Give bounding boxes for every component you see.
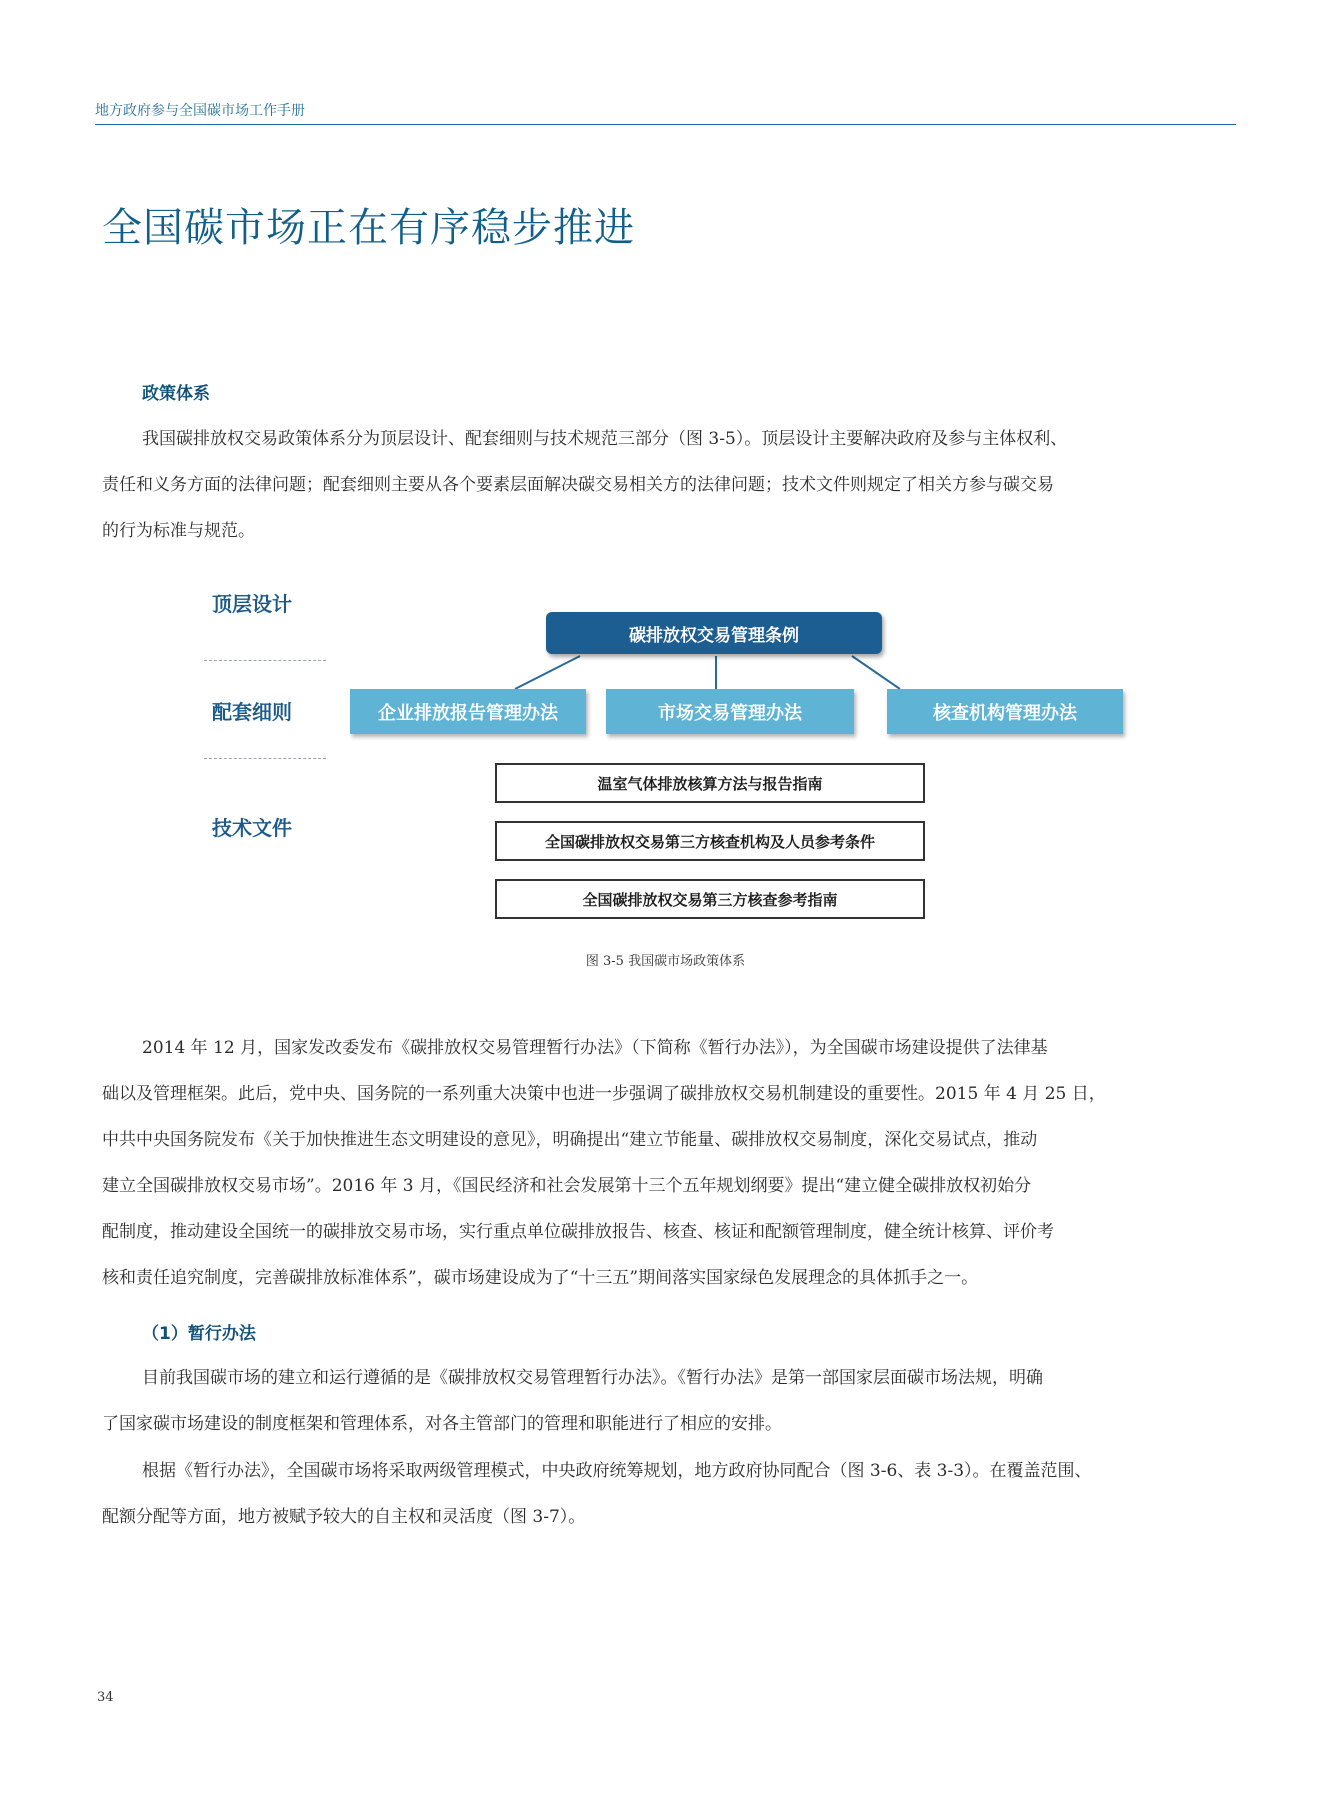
- level-label-top: 顶层设计: [212, 592, 292, 616]
- paragraph-line: 根据《暂行办法》，全国碳市场将采取两级管理模式，中央政府统筹规划，地方政府协同配合（图 3-6、表 3-3）。在覆盖范围、: [142, 1461, 1092, 1481]
- box-verification-agency: 核查机构管理办法: [887, 689, 1123, 734]
- box-verifier-conditions: 全国碳排放权交易第三方核查机构及人员参考条件: [495, 821, 925, 861]
- paragraph-line: 我国碳排放权交易政策体系分为顶层设计、配套细则与技术规范三部分（图 3-5）。顶层设计主要解决政府及参与主体权利、: [142, 429, 1068, 449]
- box-enterprise-reporting: 企业排放报告管理办法: [350, 689, 586, 734]
- running-header: 地方政府参与全国碳市场工作手册: [95, 103, 305, 119]
- paragraph-line: 配制度，推动建设全国统一的碳排放交易市场，实行重点单位碳排放报告、核查、核证和配额管理制度，健全统计核算、评价考: [102, 1222, 1054, 1242]
- figure-caption: 图 3-5 我国碳市场政策体系: [585, 954, 746, 969]
- connector-line: [852, 656, 900, 689]
- box-regulation: 碳排放权交易管理条例: [546, 612, 882, 654]
- history-paragraph: [102, 1025, 1230, 1301]
- box-market-trading: 市场交易管理办法: [606, 689, 854, 734]
- box-accounting-guide: 温室气体排放核算方法与报告指南: [495, 763, 925, 803]
- paragraph-line: 配额分配等方面，地方被赋予较大的自主权和灵活度（图 3-7）。: [102, 1507, 586, 1527]
- paragraph-line: 目前我国碳市场的建立和运行遵循的是《碳排放权交易管理暂行办法》。《暂行办法》是第一部国家层面碳市场法规，明确: [142, 1368, 1043, 1388]
- section-heading-interim-measures: （1）暂行办法: [142, 1324, 256, 1344]
- level-label-tech: 技术文件: [212, 816, 292, 840]
- paragraph-line: 2014 年 12 月，国家发改委发布《碳排放权交易管理暂行办法》（下简称《暂行办法》），为全国碳市场建设提供了法律基: [142, 1038, 1048, 1058]
- page-title: 全国碳市场正在有序稳步推进: [102, 205, 635, 251]
- paragraph-line: 础以及管理框架。此后，党中央、国务院的一系列重大决策中也进一步强调了碳排放权交易机制建设的重要性。2015 年 4 月 25 日，: [102, 1084, 1106, 1104]
- interim-measures-paragraph: [102, 1355, 1230, 1447]
- paragraph-line: 核和责任追究制度，完善碳排放标准体系”，碳市场建设成为了“十三五”期间落实国家绿色发展理念的具体抓手之一。: [102, 1268, 979, 1288]
- paragraph-line: 责任和义务方面的法律问题；配套细则主要从各个要素层面解决碳交易相关方的法律问题；技术文件则规定了相关方参与碳交易: [102, 475, 1054, 495]
- section-heading-policy: 政策体系: [142, 384, 210, 404]
- page-number: 34: [97, 1690, 114, 1705]
- connector-line: [515, 656, 580, 689]
- paragraph-line: 中共中央国务院发布《关于加快推进生态文明建设的意见》，明确提出“建立节能量、碳排放权交易制度，深化交易试点，推动: [102, 1130, 1038, 1150]
- box-verification-guide: 全国碳排放权交易第三方核查参考指南: [495, 879, 925, 919]
- paragraph-line: 建立全国碳排放权交易市场”。2016 年 3 月，《国民经济和社会发展第十三个五年规划纲要》提出“建立健全碳排放权初始分: [102, 1176, 1032, 1196]
- level-label-mid: 配套细则: [212, 700, 292, 724]
- paragraph-line: 的行为标准与规范。: [102, 521, 255, 541]
- management-mode-paragraph: [102, 1448, 1230, 1540]
- paragraph-line: 了国家碳市场建设的制度框架和管理体系，对各主管部门的管理和职能进行了相应的安排。: [102, 1414, 782, 1434]
